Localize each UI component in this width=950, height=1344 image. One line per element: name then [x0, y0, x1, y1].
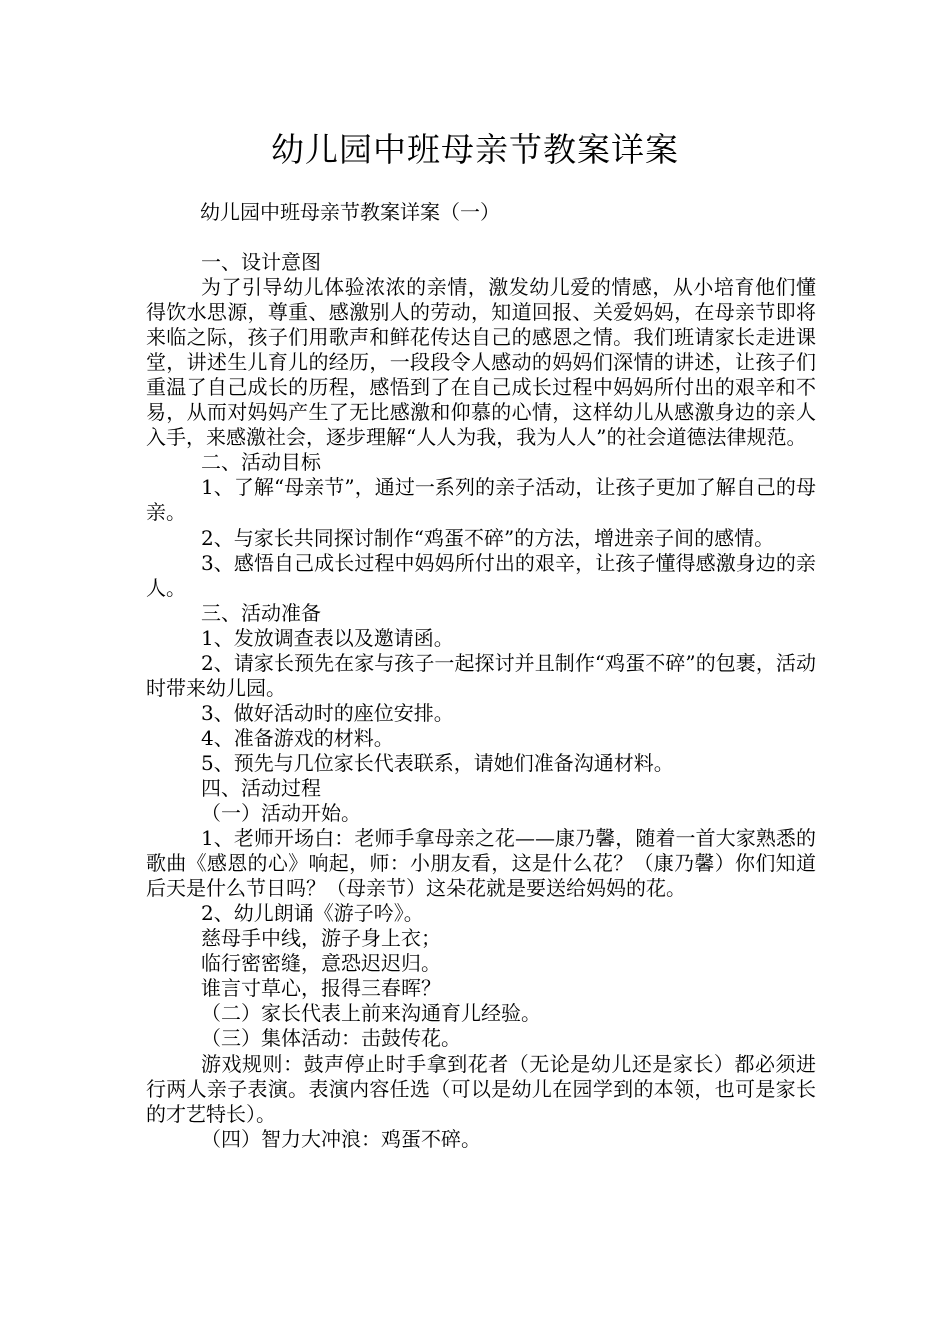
goal-item: 2、与家长共同探讨制作“鸡蛋不碎”的方法，增进亲子间的感情。 [201, 525, 775, 550]
prep-item: 1、发放调查表以及邀请函。 [201, 625, 454, 650]
goal-item: 1、了解“母亲节”，通过一系列的亲子活动，让孩子更加了解自己的母亲。 [146, 475, 816, 525]
process-step: （二）家长代表上前来沟通育儿经验。 [201, 1001, 541, 1026]
document-subtitle: 幼儿园中班母亲节教案详案（一） [200, 200, 500, 224]
document-title: 幼儿园中班母亲节教案详案 [271, 130, 679, 169]
goal-item: 3、感悟自己成长过程中妈妈所付出的艰辛，让孩子懂得感激身边的亲人。 [146, 550, 816, 600]
document-body [146, 250, 816, 1152]
game-rules: 游戏规则：鼓声停止时手拿到花者（无论是幼儿还是家长）都必须进行两人亲子表演。表演内容任选（可以是幼儿在园学到的本领，也可是家长的才艺特长）。 [146, 1051, 816, 1126]
process-step: （一）活动开始。 [201, 801, 361, 826]
poem-line: 慈母手中线，游子身上衣； [201, 926, 441, 951]
prep-item: 2、请家长预先在家与孩子一起探讨并且制作“鸡蛋不碎”的包裹，活动时带来幼儿园。 [146, 650, 816, 700]
process-step: （四）智力大冲浪：鸡蛋不碎。 [201, 1126, 481, 1151]
heading-activity-prep: 三、活动准备 [201, 600, 321, 625]
heading-activity-process: 四、活动过程 [201, 775, 321, 800]
poem-line: 谁言寸草心，报得三春晖？ [201, 976, 441, 1001]
prep-item: 4、准备游戏的材料。 [201, 725, 394, 750]
process-step: （三）集体活动：击鼓传花。 [201, 1026, 461, 1051]
heading-design-intent: 一、设计意图 [201, 250, 321, 274]
process-step: 2、幼儿朗诵《游子吟》。 [201, 901, 424, 926]
process-step: 1、老师开场白：老师手拿母亲之花——康乃馨，随着一首大家熟悉的歌曲《感恩的心》响起，师：小朋友看，这是什么花？（康乃馨）你们知道后天是什么节日吗？（母亲节）这朵花就是要送给妈妈的花。 [146, 826, 816, 901]
poem-line: 临行密密缝，意恐迟迟归。 [201, 951, 441, 976]
paragraph-design-intent: 为了引导幼儿体验浓浓的亲情，激发幼儿爱的情感，从小培育他们懂得饮水思源，尊重、感激别人的劳动，知道回报、关爱妈妈，在母亲节即将来临之际，孩子们用歌声和鲜花传达自己的感恩之情。我们班请家长走进课堂，讲述生儿育儿的经历，一段段令人感动的妈妈们深情的讲述，让孩子们重温了自己成长的历程，感悟到了在自己成长过程中妈妈所付出的艰辛和不易，从而对妈妈产生了无比感激和仰慕的心情，这样幼儿从感激身边的亲人入手，来感激社会，逐步理解“人人为我，我为人人”的社会道德法律规范。 [146, 275, 816, 450]
heading-activity-goals: 二、活动目标 [201, 450, 321, 475]
prep-item: 3、做好活动时的座位安排。 [201, 700, 454, 725]
prep-item: 5、预先与几位家长代表联系，请她们准备沟通材料。 [201, 750, 674, 775]
